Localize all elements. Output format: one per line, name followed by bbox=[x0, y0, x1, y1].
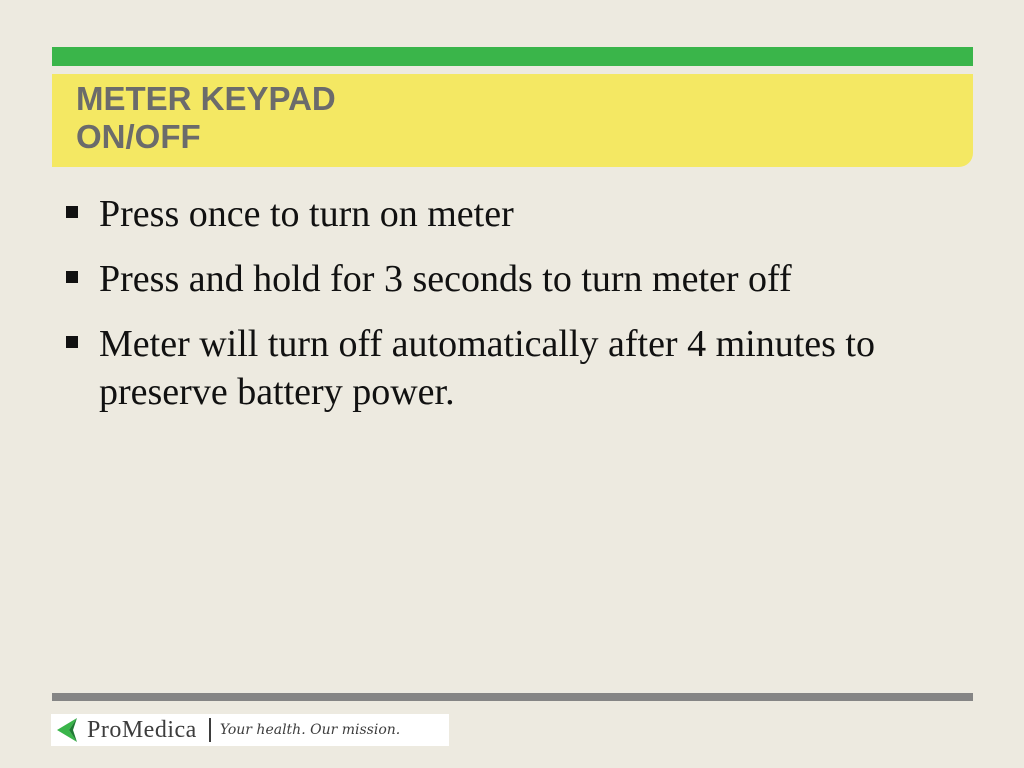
square-bullet-icon bbox=[66, 336, 78, 348]
square-bullet-icon bbox=[66, 271, 78, 283]
slide-title-line-2: ON/OFF bbox=[76, 118, 201, 155]
bullet-item bbox=[66, 255, 946, 303]
bullet-item bbox=[66, 320, 946, 416]
header-accent-bar bbox=[52, 47, 973, 66]
bullet-list bbox=[66, 190, 946, 433]
bullet-item bbox=[66, 190, 946, 238]
square-bullet-icon bbox=[66, 206, 78, 218]
logo-divider bbox=[209, 718, 211, 742]
bullet-text: Press and hold for 3 seconds to turn meter off bbox=[99, 258, 792, 300]
title-banner bbox=[52, 74, 973, 167]
footer-rule bbox=[52, 693, 973, 701]
bullet-text: Press once to turn on meter bbox=[99, 193, 514, 235]
logo-wordmark: ProMedica bbox=[87, 716, 197, 743]
slide-title-line-1: METER KEYPAD bbox=[76, 80, 336, 117]
promedica-logo bbox=[51, 714, 449, 746]
promedica-leaf-icon bbox=[55, 717, 79, 743]
bullet-text: Meter will turn off automatically after 4 minutes to preserve battery power. bbox=[99, 323, 875, 413]
logo-tagline: Your health. Our mission. bbox=[219, 722, 401, 738]
